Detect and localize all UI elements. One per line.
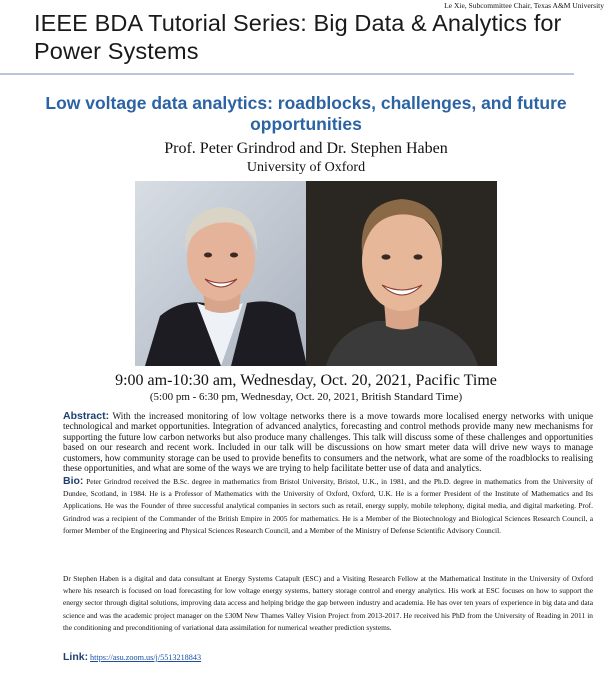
zoom-link[interactable]: https://asu.zoom.us/j/5513218843 bbox=[90, 653, 202, 662]
event-time: 9:00 am-10:30 am, Wednesday, Oct. 20, 2021, Pacific Time bbox=[115, 372, 497, 389]
talk-title: Low voltage data analytics: roadblocks, challenges, and future opportunities bbox=[45, 93, 567, 134]
link-colon: : bbox=[84, 651, 89, 663]
page-title: IEEE BDA Tutorial Series: Big Data & Analytics for Power Systems bbox=[34, 10, 562, 64]
subcommittee-chair: Le Xie, Subcommittee Chair, Texas A&M University bbox=[444, 1, 604, 10]
speakers: Prof. Peter Grindrod and Dr. Stephen Haben bbox=[164, 140, 448, 157]
speaker-photos bbox=[135, 181, 497, 366]
abstract-text: With the increased monitoring of low voltage networks there is a move towards more localised energy networks with unique technological and market opportunities. Integration of advanced analytics, forecasting and control methods provide many new mechanisms for supporting the future low carbon networks but also produce many challenges. This talk will discuss some of these challenges and opportunities based on our research and recent work. Included in our talk will be discussions on how smart meter data will drive new ways to manage customers, how community storage can be used to provide benefits to consumers and the network, what are some of the roadblocks to realising these opportunities, and what are some of the ways we are trying to help facilitate better use of data and analytics. bbox=[63, 411, 593, 474]
grindrod-photo bbox=[135, 181, 307, 366]
haben-photo bbox=[306, 181, 497, 366]
abstract-label: Abstract: bbox=[63, 410, 110, 422]
affiliation: University of Oxford bbox=[246, 160, 366, 175]
bio-haben: Dr Stephen Haben is a digital and data consultant at Energy Systems Catapult (ESC) and a Visiting Research Fellow at the Mathematical Institute in the University of Oxford where his research is focused on load forecasting for low voltage energy systems, battery storage control and energy analytics. His work at ESC focuses on how to support the energy sector through digital solutions, improving data access and helping bridge the gap between industry and academia. He has over ten years of experience in big data and data science and was the academic project manager on the £30M New Thames Valley Vision Project from 2013-2017. He received his PhD from the University of Reading in 2011 in the conditioning and preconditioning of variational data assimilation for numerical weather prediction systems. bbox=[63, 574, 593, 632]
bio-label: Bio: bbox=[63, 475, 84, 487]
event-time-bst: (5:00 pm - 6:30 pm, Wednesday, Oct. 20, 2021, British Standard Time) bbox=[149, 391, 463, 403]
header-divider bbox=[0, 73, 574, 75]
bio-grindrod-text: Peter Grindrod received the B.Sc. degree in mathematics from Bristol University, Bristol, U.K., in 1981, and the Ph.D. degree in mathematics from the University of Dundee, Scotland, in 1984. He is a Professor of Mathematics with the University of Oxford, Oxford, U.K. He is a former President of the Institute of Mathematics and Its Applications. He was the Founder of three successful analytical companies in sectors such as retail, energy supply, mobile telephony, digital media, and digital marketing. Prof. Grindrod was a recipient of the Commander of the British Empire in 2005 for mathematics. He is a Member of the Biotechnology and Biological Sciences Research Council, a former Member of the Engineering and Physical Sciences Research Council, and a Member of the Ministry of Defense Scientific Advisory Council. bbox=[63, 477, 593, 535]
link-label: Link bbox=[63, 651, 85, 663]
zoom-link-line bbox=[63, 651, 593, 664]
abstract bbox=[63, 411, 593, 473]
bio-grindrod bbox=[63, 475, 593, 537]
